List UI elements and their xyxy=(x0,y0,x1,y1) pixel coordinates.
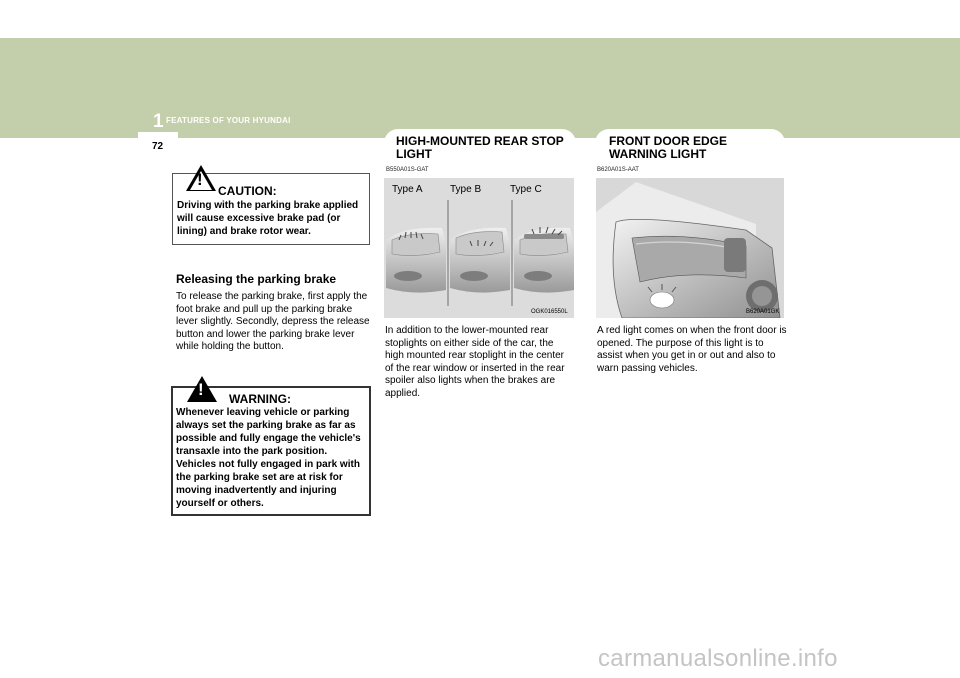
door-light-title-line1: FRONT DOOR EDGE xyxy=(609,134,728,148)
door-light-title xyxy=(609,135,784,161)
door-light-figure xyxy=(596,178,784,318)
warning-box xyxy=(171,380,371,516)
caution-box xyxy=(172,170,370,245)
door-light-text: A red light comes on when the front door is opened. The purpose of this light is to assist when you get in or out and also to warn passing vehicles. xyxy=(597,325,787,374)
parking-brake-text: To release the parking brake, first apply the foot brake and pull up the parking brake lever slightly. Secondly, depress the release button and lower the parking brake lever while holding the button. xyxy=(176,291,370,353)
stoplight-title-line2: LIGHT xyxy=(396,147,432,161)
door-illustration xyxy=(596,178,784,318)
stoplight-title xyxy=(396,135,581,161)
warning-title: WARNING: xyxy=(229,392,291,406)
type-b-label: Type B xyxy=(450,184,482,195)
parking-brake-heading: Releasing the parking brake xyxy=(176,272,337,286)
stoplight-image-code: OGK016550L xyxy=(531,309,568,315)
warning-icon-mark: ! xyxy=(198,380,204,399)
watermark: carmanualsonline.info xyxy=(598,645,838,672)
stoplight-figure xyxy=(384,178,574,318)
stoplight-text: In addition to the lower-mounted rear stoplights on either side of the car, the high mounted rear stoplight in the center of the rear window or inserted in the rear spoiler also lights when the brakes are applied. xyxy=(385,325,565,399)
caution-text: Driving with the parking brake applied will cause excessive brake pad (or lining) and brake rotor wear. xyxy=(177,200,359,237)
warning-text: Whenever leaving vehicle or parking always set the parking brake as far as possible and fully engage the vehicle's transaxle into the park position. Vehicles not fully engaged in park with the parking brake set are at risk for moving inadvertently and injuring yourself or others. xyxy=(176,407,361,509)
car-type-a xyxy=(386,228,446,293)
car-type-b xyxy=(450,228,510,293)
stoplight-title-line1: HIGH-MOUNTED REAR STOP xyxy=(396,134,564,148)
chapter-title: FEATURES OF YOUR HYUNDAI xyxy=(166,116,291,125)
chapter-number: 1 xyxy=(153,111,164,132)
door-light-code: B620A01S-AAT xyxy=(597,167,639,173)
type-a-label: Type A xyxy=(392,184,423,195)
stoplight-code: B550A01S-GAT xyxy=(386,167,429,173)
caution-title: CAUTION: xyxy=(218,184,277,198)
page-number: 72 xyxy=(152,141,164,152)
car-type-c xyxy=(514,227,574,293)
door-light-title-line2: WARNING LIGHT xyxy=(609,147,707,161)
header-band xyxy=(0,38,960,138)
type-c-label: Type C xyxy=(510,184,542,195)
door-light-image-code: B620A01GK xyxy=(746,309,780,315)
caution-icon-mark: ! xyxy=(197,170,203,189)
stoplight-illustration xyxy=(384,178,574,318)
